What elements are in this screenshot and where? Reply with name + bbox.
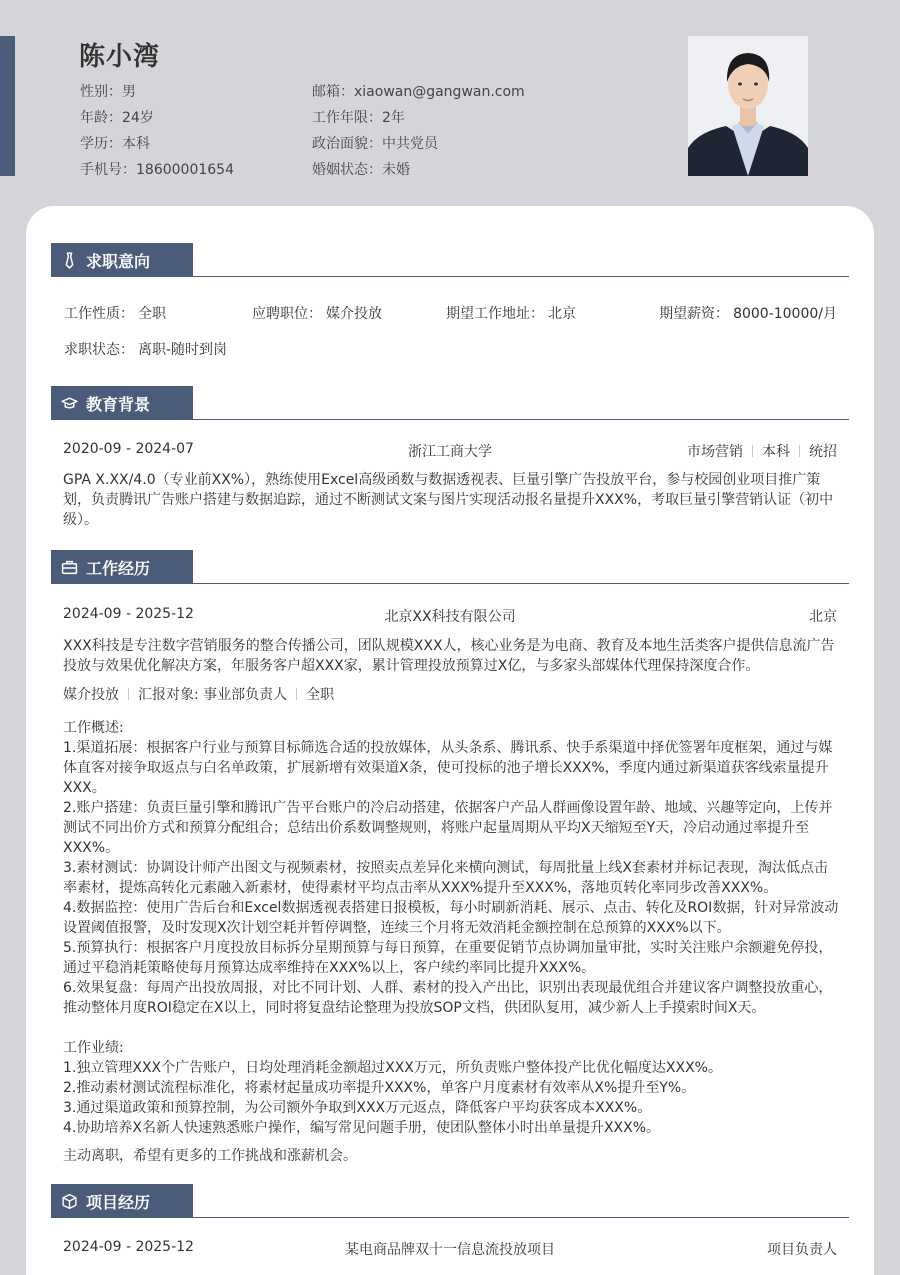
project-name: 某电商品牌双十一信息流投放项目 [345,1242,555,1258]
marital-status: 婚姻状态：未婚 [312,162,410,178]
profile-photo [688,36,808,176]
intent-nature: 工作性质： 全职 [64,306,166,322]
email: 邮箱：xiaowan@gangwan.com [312,84,525,100]
basic-info-left [80,82,234,186]
work-years: 工作年限：2年 [312,110,405,126]
tie-icon [61,252,78,269]
work-period: 2024-09 - 2025-12 [63,606,194,622]
gender: 性别：男 [80,84,136,100]
edu-school: 浙江工商大学 [408,444,492,460]
project-period: 2024-09 - 2025-12 [63,1239,194,1255]
section-education [51,386,849,528]
edu-period: 2020-09 - 2024-07 [63,441,194,457]
section-title: 教育背景 [86,394,151,414]
section-title: 项目经历 [86,1192,151,1212]
intent-salary: 期望薪资： 8000-10000/月 [659,306,837,322]
edu-description: GPA X.XX/4.0（专业前XX%），熟练使用Excel高级函数与数据透视表、巨量引擎广告投放平台，参与校园创业项目推广策划，负责腾讯广告账户搭建与数据追踪，通过不断测试文案与图片实现活动报名量提升XXX%，考取巨量引擎营销认证（初中级）。 [63,472,834,528]
work-city: 北京 [809,609,837,625]
candidate-name: 陈小湾 [79,42,161,72]
section-project [51,1184,849,1258]
overview-item: 1.渠道拓展：根据客户行业与预算目标筛选合适的投放媒体，从头条系、腾讯系、快手系渠道中择优签署年度框架，通过与媒体直客对接争取返点与白名单政策，扩展新增有效渠道X条，使可投标的池子增长XXX%，季度内通过新渠道获客线索量提升XXX。 [63,740,833,796]
phone: 手机号：18600001654 [80,162,234,178]
work-tags: 媒介投放 汇报对象: 事业部负责人 全职 [63,687,335,703]
overview-title: 工作概述: [63,720,124,736]
edu-meta: 市场营销 本科 统招 [687,444,837,460]
section-title: 工作经历 [86,558,151,578]
political-status: 政治面貌：中共党员 [312,136,438,152]
project-role: 项目负责人 [767,1242,837,1258]
section-header [51,1184,849,1218]
leave-reason: 主动离职，希望有更多的工作挑战和涨薪机会。 [63,1148,357,1164]
graduation-cap-icon [61,395,78,412]
section-header [51,550,849,584]
overview-item: 5.预算执行：根据客户月度投放目标拆分星期预算与每日预算，在重要促销节点协调加量审批，实时关注账户余额避免停投，通过平稳消耗策略使每月预算达成率维持在XXX%以上，客户续约率同比提升XXX%。 [63,940,833,976]
achievement-item: 1.独立管理XXX个广告账户，日均处理消耗金额超过XXX万元，所负责账户整体投产比优化幅度达XXX%。 [63,1060,722,1076]
education-level: 学历：本科 [80,136,150,152]
company-intro: XXX科技是专注数字营销服务的整合传播公司，团队规模XXX人，核心业务是为电商、教育及本地生活类客户提供信息流广告投放与效果优化解决方案，年服务客户超XXX家，累计管理投放预算过X亿，与多家头部媒体代理保持深度合作。 [63,638,835,674]
section-work [51,550,849,1164]
cube-icon [61,1193,78,1210]
work-overview [63,718,841,1166]
overview-item: 4.数据监控：使用广告后台和Excel数据透视表搭建日报模板，每小时刷新消耗、展示、点击、转化及ROI数据，针对异常波动设置阈值报警，及时发现X次计划空耗并暂停调整，连续三个月将无效消耗金额控制在总预算的XXX%以下。 [63,900,839,936]
achievement-item: 3.通过渠道政策和预算控制，为公司额外争取到XXX万元返点，降低客户平均获客成本XXX%。 [63,1100,652,1116]
overview-item: 2.账户搭建：负责巨量引擎和腾讯广告平台账户的冷启动搭建，依据客户产品人群画像设置年龄、地域、兴趣等定向，上传并测试不同出价方式和预算分配组合；总结出价系数调整规则，将账户起量周期从平均X天缩短至Y天，冷启动通过率提升至XXX%。 [63,800,833,856]
briefcase-icon [61,559,78,576]
intent-status: 求职状态： 离职-随时到岗 [64,342,228,358]
work-company: 北京XX科技有限公司 [384,609,516,625]
section-title: 求职意向 [86,251,151,271]
achievement-item: 4.协助培养X名新人快速熟悉账户操作，编写常见问题手册，使团队整体小时出单量提升XXX%。 [63,1120,661,1136]
age: 年龄：24岁 [80,110,154,126]
section-intent [51,243,849,358]
overview-item: 3.素材测试：协调设计师产出图文与视频素材，按照卖点差异化来横向测试，每周批量上线X套素材并标记表现，淘汰低点击率素材，提炼高转化元素融入新素材，使得素材平均点击率从XXX%提升至XXX%，落地页转化率同步改善XXX%。 [63,860,828,896]
intent-position: 应聘职位： 媒介投放 [252,306,382,322]
achievement-item: 2.推动素材测试流程标准化，将素材起量成功率提升XXX%，单客户月度素材有效率从X%提升至Y%。 [63,1080,696,1096]
section-header [51,386,849,420]
header-accent-bar [0,36,15,176]
achievement-title: 工作业绩: [63,1040,124,1056]
basic-info-right [312,82,525,186]
overview-item: 6.效果复盘：每周产出投放周报，对比不同计划、人群、素材的投入产出比，识别出表现最优组合并建议客户调整投放重心，推动整体月度ROI稳定在X以上，同时将复盘结论整理为投放SOP文档，供团队复用，减少新人上手摸索时间X天。 [63,980,833,1016]
intent-location: 期望工作地址： 北京 [446,306,576,322]
section-header [51,243,849,277]
